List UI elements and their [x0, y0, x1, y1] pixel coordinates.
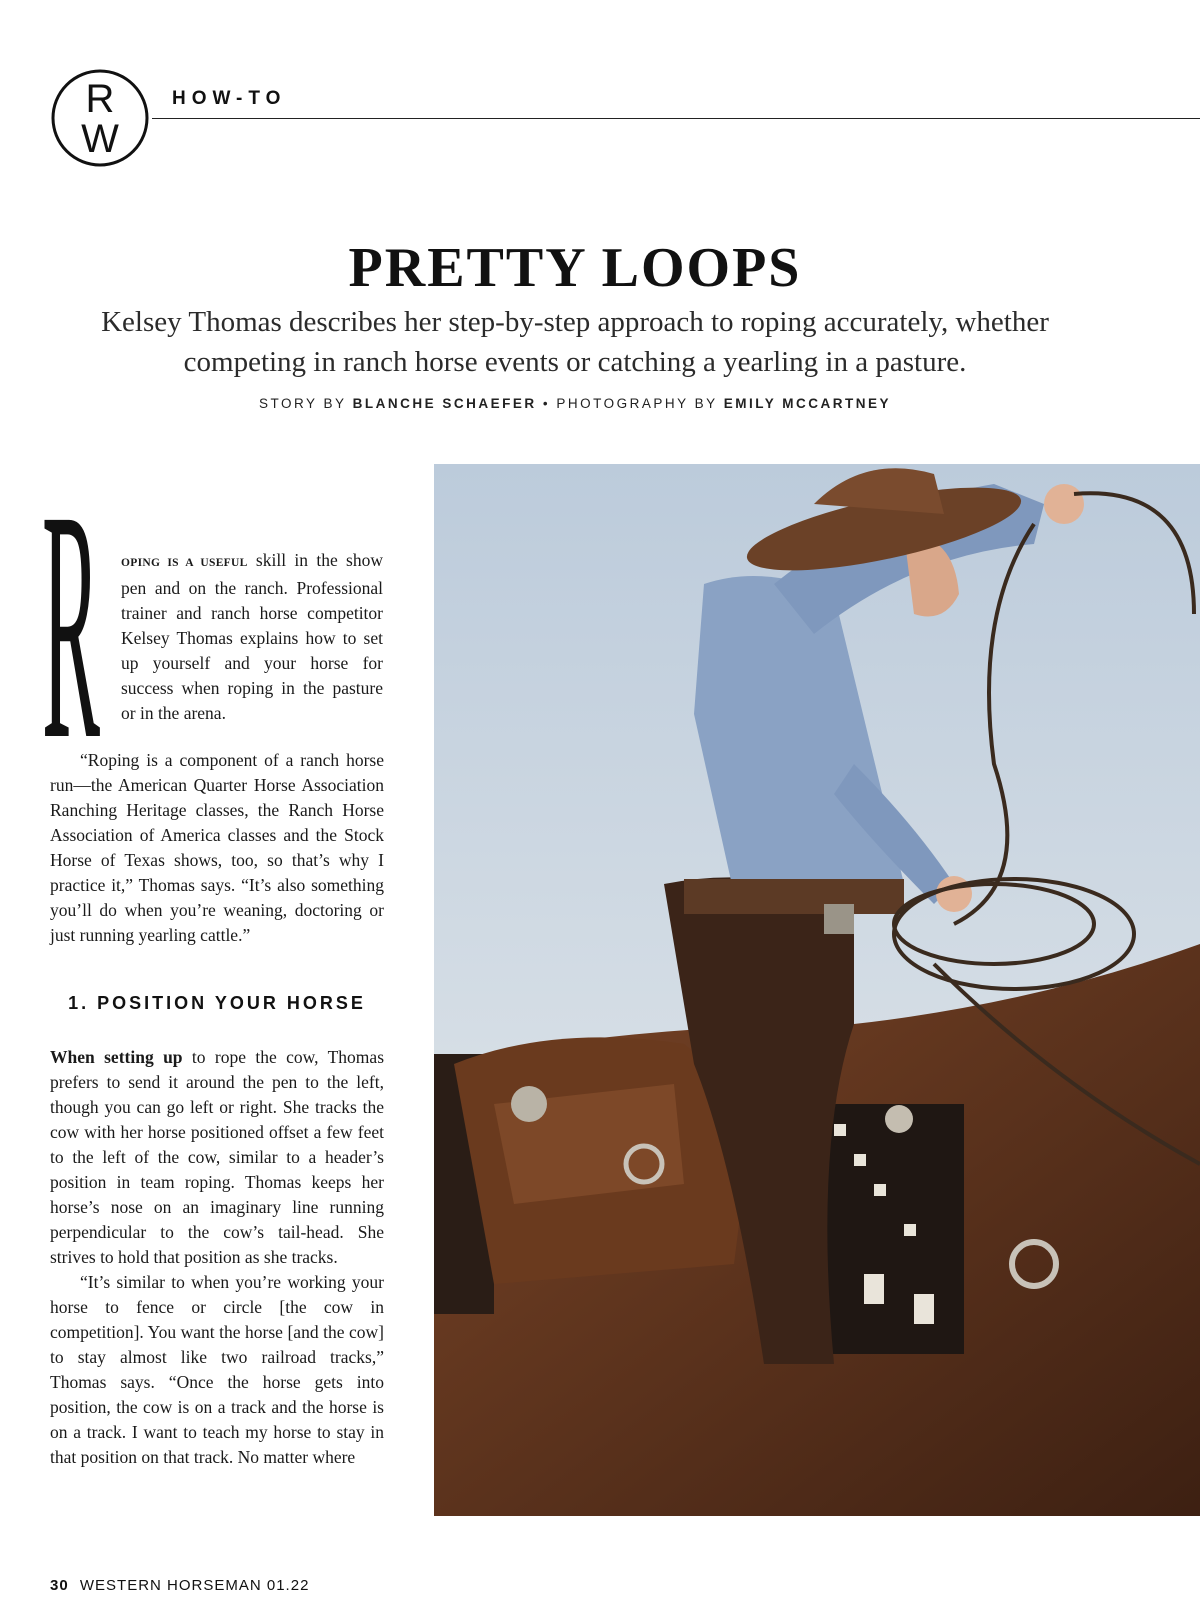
subhead-position-horse: 1. POSITION YOUR HORSE	[68, 993, 366, 1013]
author-name: BLANCHE SCHAEFER	[352, 396, 537, 411]
section-label: HOW-TO	[172, 88, 287, 109]
para-3-text: to rope the cow, Thomas prefers to send it around the pen to the left, though you can go left or right. She tracks the cow with her horse positioned offset a few feet to the left of the cow, similar to a header’s position in team roping. Thomas keeps her horse’s nose on an imaginary line running perpendicular to the cow’s tail-head. She strives to hold that position as she tracks.	[50, 1047, 384, 1267]
rw-logo	[50, 68, 150, 168]
quote-paragraph	[50, 748, 384, 948]
cowgirl-roping-illustration	[434, 464, 1200, 1516]
intro-smallcaps: OPING IS A USEFUL	[121, 557, 248, 569]
byline-separator: •	[542, 396, 551, 411]
issue-date: 01.22	[266, 1577, 310, 1594]
roping-photo	[434, 464, 1200, 1516]
intro-paragraph	[121, 548, 383, 726]
body-column	[50, 1045, 384, 1470]
article-title: PRETTY LOOPS	[348, 237, 802, 299]
para-4: “It’s similar to when you’re working your horse to fence or circle [the cow in competition]. You want the horse [and the cow] to stay almost like two railroad tracks,” Thomas says. “Once the horse gets into position, the cow is on a track and the horse is on a track. I want to teach my horse to stay in that position on that track. No matter where	[50, 1272, 384, 1467]
para-2: “Roping is a component of a ranch horse run—the American Quarter Horse Association Ranching Heritage classes, the Ranch Horse Association of America classes and the Stock Horse of Texas shows, too, so that’s why I practice it,” Thomas says. “It’s also something you’ll do when you’re weaning, doctoring or just running yearling cattle.”	[50, 750, 384, 945]
publication-name: WESTERN HORSEMAN	[79, 1577, 262, 1594]
article-dek: Kelsey Thomas describes her step-by-step approach to roping accurately, whether competing in ranch horse events or catching a yearling in a pasture.	[101, 306, 1049, 378]
photo-prefix: PHOTOGRAPHY BY	[556, 396, 718, 411]
intro-text: skill in the show pen and on the ranch. Professional trainer and ranch horse competitor Kelsey Thomas explains how to set up yourself and your horse for success when roping in the pasture or in the arena.	[121, 550, 383, 723]
svg-text:R: R	[42, 498, 100, 748]
svg-text:W: W	[81, 117, 119, 161]
para-3	[50, 1045, 384, 1270]
drop-cap-r	[42, 498, 100, 748]
byline	[0, 396, 1150, 411]
photographer-name: EMILY MCCARTNEY	[723, 396, 891, 411]
page-folio	[50, 1577, 309, 1594]
page-number: 30	[50, 1577, 69, 1594]
lead-in: When setting up	[50, 1047, 183, 1067]
svg-text:R: R	[85, 77, 115, 121]
header-divider	[152, 118, 1200, 119]
story-prefix: STORY BY	[259, 396, 347, 411]
